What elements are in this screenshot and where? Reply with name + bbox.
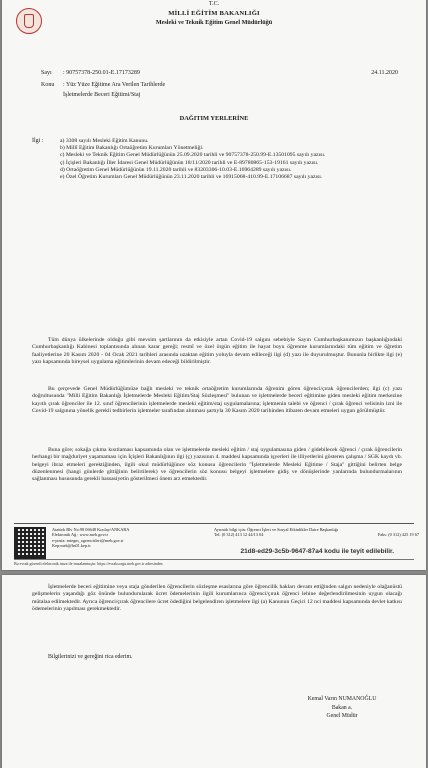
closing-line: Bilgilerinizi ve gereğini rica ederim.	[48, 654, 133, 660]
signature-block	[294, 695, 390, 721]
ministry-name: MİLLİ EĞİTİM BAKANLIĞI	[168, 10, 260, 17]
konu-value: : Yüz Yüze Eğitime Ara Verilen Tarihlerde	[63, 82, 166, 88]
reference-item: e) Özel Öğretim Kurumları Genel Müdürlüğünün 23.11.2020 tarihli ve 16915068-410.99-E.17106687 sayılı yazısı.	[60, 174, 323, 181]
reference-item: b) Millî Eğitim Bakanlığı Ortaöğretim Kurumları Yönetmeliği.	[60, 145, 204, 152]
signer-name: Kemal Varın NUMANOĞLU	[307, 696, 377, 702]
republic-label: T.C.	[208, 1, 220, 7]
sayi-value: : 90757378-250.01-E.17173289	[63, 70, 140, 76]
reference-item: c) Mesleki ve Teknik Eğitim Genel Müdürlüğünün 25.09.2020 tarihli ve 90757378-250.99-E.13501095 sayılı yazısı.	[60, 152, 326, 159]
footer-address: Atatürk Blv No:98 06648 Kızılay/ANKARA	[52, 527, 130, 532]
paragraph-text: Bu çerçevede Genel Müdürlüğümüze bağlı mesleki ve teknik ortaöğretim kurumlarında öğrenim gören öğrenci/çırak öğrencilerden; ilgi (c) yazı doğrultusunda "Milli Eğitim Bakanlığı İşletmelerde Mesleki Eğitim/Staj Sözleşmesi" bulunan ve işletmelerde beceri eğitimine giden mesleki eğitim merkezine kayıtlı çırak öğrenciler ile 12. sınıf öğrencilerinin işletmelerde mesleki eğitim/staj uygulamalarına; işletmenin talebi ve öğrenci / çırak öğrenci velisinin izni ile Covid-19 salgınına yönelik gerekli tedbirlerin işletmeler tarafından alınması şartıyla 30 Kasım 2020 tarihinden itibaren devam etmeleri uygun görülmüştür.	[32, 386, 402, 414]
paragraph-text: Buna göre; sokağa çıkma kısıtlaması kapsamında olan ve işletmelerde mesleki eğitim / staj uygulamasına giden / gidebilecek öğrenci / çırak öğrencilerin herhangi bir mağduriyet yaşamaması için İçişleri Bakanlığının ilgi (ç) yazısının 4. maddesi kapsamında işyerleri ile illiyetlerini gösteren çalışma / SGK kaydı vb. belgeyi ibraz etmeleri gerektiğinden, ilgili okul müdürlüğünce söz konusu öğrencilerin "İşletmelerde Mesleki Eğitime / Staja" gittiğini belirten belge düzenlenmesi (hangi günlerde gittiğinin belirtilerek) ve öğrencilerin söz konusu belgeyi işletmelere gidiş ve dönüşlerinde yanlarında bulundurmalarının sağlanması hususunda gerekli hassasiyetin gösterilmesi önem arz etmektedir.	[32, 447, 402, 483]
reference-number	[41, 70, 140, 76]
verification-code: 21d8-ed29-3c5b-9647-87a4 kodu ile teyit edilebilir.	[240, 548, 394, 555]
references-list	[60, 138, 360, 181]
footer-web: Elektronik Ağ : www.meb.gov.tr	[52, 532, 109, 538]
body-paragraph-4	[32, 584, 402, 613]
letter-page-2	[2, 575, 426, 768]
footer-kep: Kep:meb@hs01.kep.tr	[52, 542, 91, 548]
qr-code-icon	[14, 527, 46, 559]
footer-email: e-posta: mtegm_ogrencisleri@meb.gov.tr	[52, 537, 124, 543]
directorate-name: Mesleki ve Teknik Eğitim Genel Müdürlüğü	[155, 19, 273, 26]
footer-fax: Faks: (0 312) 425 19 67	[377, 532, 419, 538]
footer-contact	[52, 527, 202, 548]
subject	[41, 82, 165, 88]
reference-item: d) Ortaöğretim Genel Müdürlüğünün 19.11.2020 tarihli ve 83203306-10.03-E.16964289 sayılı yazısı.	[60, 166, 292, 173]
body-paragraph-3	[32, 447, 402, 483]
konu-label: Konu	[41, 82, 55, 88]
verification-note	[14, 548, 414, 566]
reference-item: a) 3308 sayılı Mesleki Eğitim Kanunu.	[60, 138, 149, 144]
body-paragraph-2	[32, 386, 402, 415]
signer-title-1: Bakan a.	[331, 704, 353, 711]
letter-page-1	[2, 0, 426, 570]
sayi-label: Sayı	[41, 70, 52, 76]
paragraph-text: Tüm dünya ülkelerinde olduğu gibi mevsim şartlarının da etkisiyle artan Covid-19 salgını sebebiyle Sayın Cumhurbaşkanımızın başkanlığındaki Cumhurbaşkanlığı Kabinesi toplantısında alınan karar gereği; resmî ve özel örgün eğitim ile hayat boyu öğrenme kurumlarındaki tüm eğitim ve öğretim faaliyetlerine 20 Kasım 2020 - 04 Ocak 2021 tarihleri arasında uzaktan eğitim yoluyla devam edileceği ilgi (d) yazı ile duyurulmuştur. Bununla birlikte ilgi (e) yazı kapsamında bireysel uygulama eğitimlerinin devam edeceği bildirilmiştir.	[32, 337, 402, 365]
signer-title-2: Genel Müdür	[326, 713, 358, 719]
body-paragraph-1	[32, 337, 402, 366]
reference-item: ç) İçişleri Bakanlığı İller İdaresi Genel Müdürlüğünün 18/11/2020 tarihli ve E-89780865-153-19161 sayılı yazısı.	[60, 159, 319, 166]
subject-line-2: İşletmelerde Beceri Eğitimi/Staj	[63, 92, 141, 98]
paragraph-text: İşletmelerde beceri eğitimine veya staja gönderilen öğrencilerin sözleşme esaslarına göre öğrencilik hakları devam ettiğinden salgın nedeniyle olağanüstü gelişmelerin yaşandığı göz önünde bulundurularak ücret ödemelerinin ilgili kurumlarınca öğrenci/çırak öğrenci lehine değerlendirilmesinin uygun olacağı mütalaa edilmektedir. Ayrıca öğrenci/çırak öğrencilere ücret ödediğini belgelendiren işletmelere ilgi (a) Kanunun Geçici 12 nci maddesi kapsamında devlet katkısı ödemelerinin yapılması gerekmektedir.	[32, 584, 402, 612]
verification-text: Bu evrak güvenli elektronik imza ile imzalanmıştır. https://evraksorgu.meb.gov.tr adresinden	[14, 561, 163, 566]
footer-info-text: Ayrıntılı bilgi için: Öğrenci İşleri ve Sosyal Etkinlikler Daire Başkanlığı	[214, 527, 339, 532]
footer-phone: Tel: (0 312) 413 12 44/13 04	[214, 532, 264, 538]
references-label: İlgi :	[32, 138, 44, 144]
footer-info	[214, 527, 419, 538]
distribution-title: DAĞITIM YERLERİNE	[179, 115, 249, 122]
footer-divider	[14, 523, 414, 524]
letter-date: 24.11.2020	[371, 70, 398, 76]
